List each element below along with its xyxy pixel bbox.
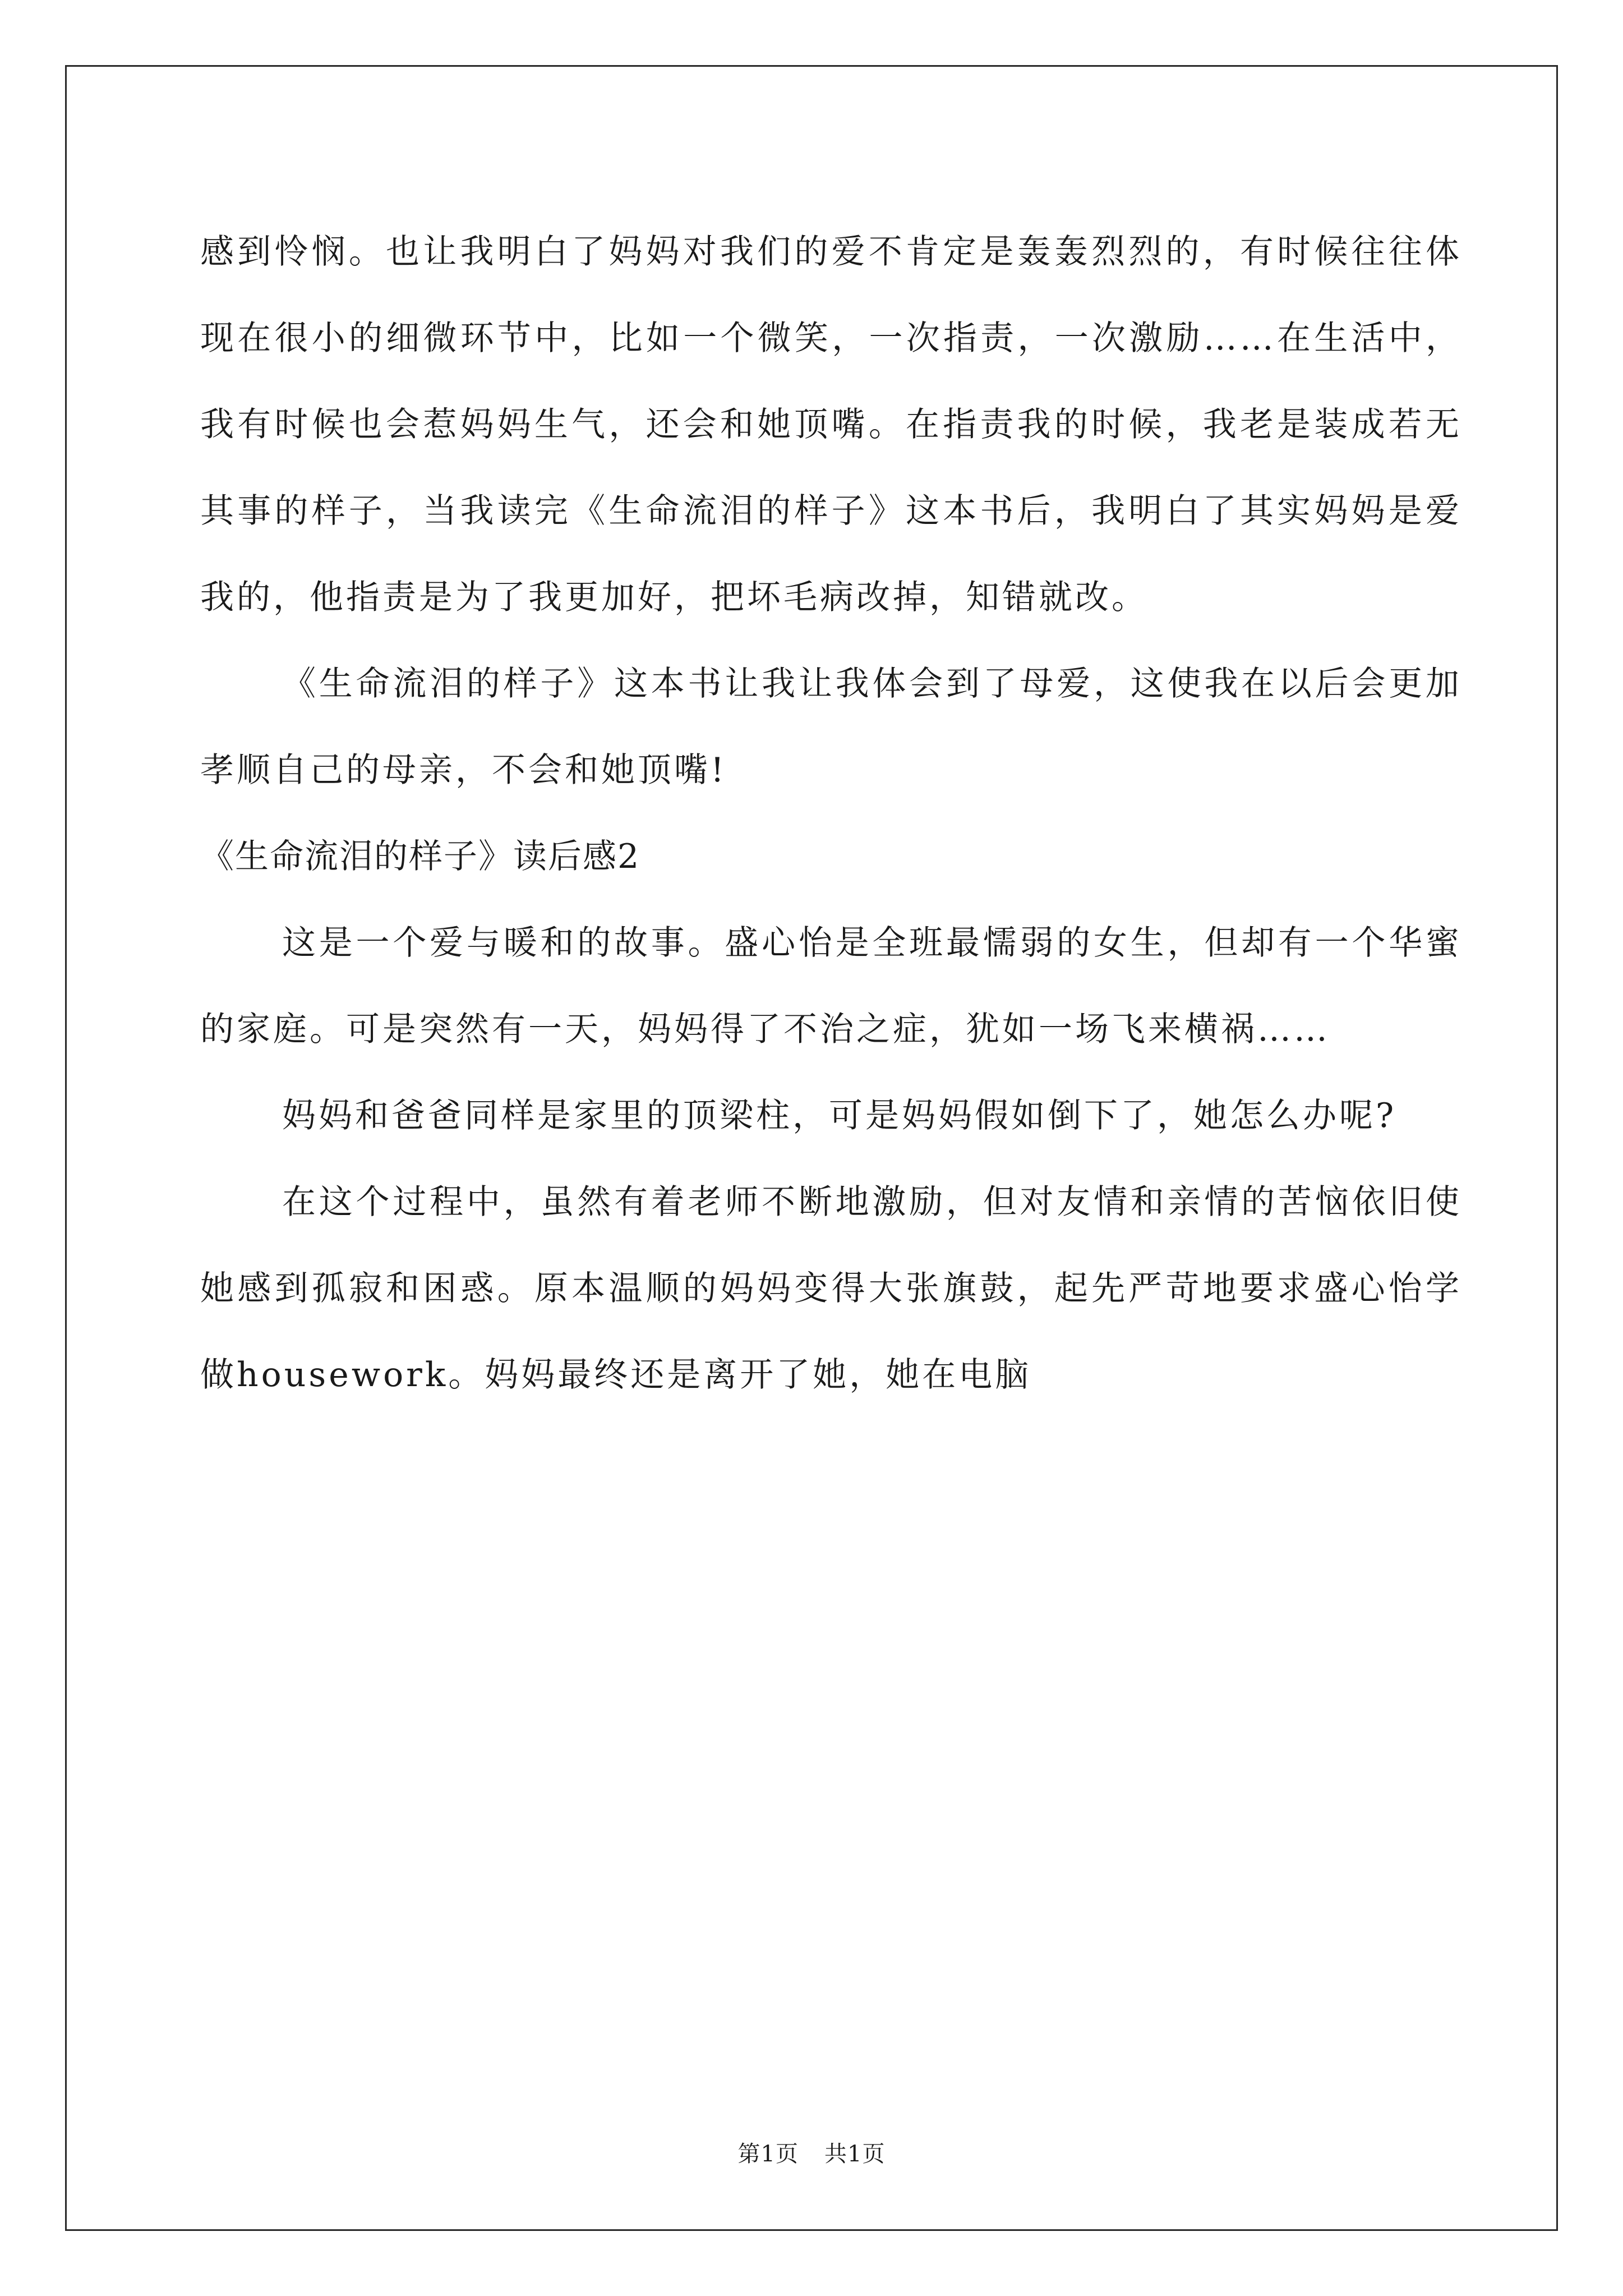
paragraph: 妈妈和爸爸同样是家里的顶梁柱，可是妈妈假如倒下了，她怎么办呢?: [282, 1096, 1397, 1135]
page-total: 共1页: [824, 2141, 886, 2167]
page-footer: [0, 2137, 1623, 2171]
paragraph-continued: 感到怜悯。也让我明白了妈妈对我们的爱不肯定是轰轰烈烈的，有时候往往体现在很小的细微环节中，比如一个微笑，一次指责，一次激励……在生活中，我有时候也会惹妈妈生气，还会和她顶嘴。在指责我的时候，我老是装成若无其事的样子，当我读完《生命流泪的样子》这本书后，我明白了其实妈妈是爱我的，他指责是为了我更加好，把坏毛病改掉，知错就改。: [200, 232, 1462, 617]
paragraph: 这是一个爱与暖和的故事。盛心怡是全班最懦弱的女生，但却有一个华蜜的家庭。可是突然有一天，妈妈得了不治之症，犹如一场飞来横祸……: [200, 923, 1462, 1049]
paragraph: 《生命流泪的样子》这本书让我让我体会到了母爱，这使我在以后会更加孝顺自己的母亲，不会和她顶嘴!: [200, 664, 1462, 790]
document-body: [200, 209, 1462, 1418]
page-number: 第1页: [737, 2141, 799, 2167]
paragraph: 在这个过程中，虽然有着老师不断地激励，但对友情和亲情的苦恼依旧使她感到孤寂和困惑。原本温顺的妈妈变得大张旗鼓，起先严苛地要求盛心怡学做housework。妈妈最终还是离开了她，她在电脑: [200, 1182, 1462, 1395]
section-heading: 《生命流泪的样子》读后感2: [200, 837, 640, 876]
